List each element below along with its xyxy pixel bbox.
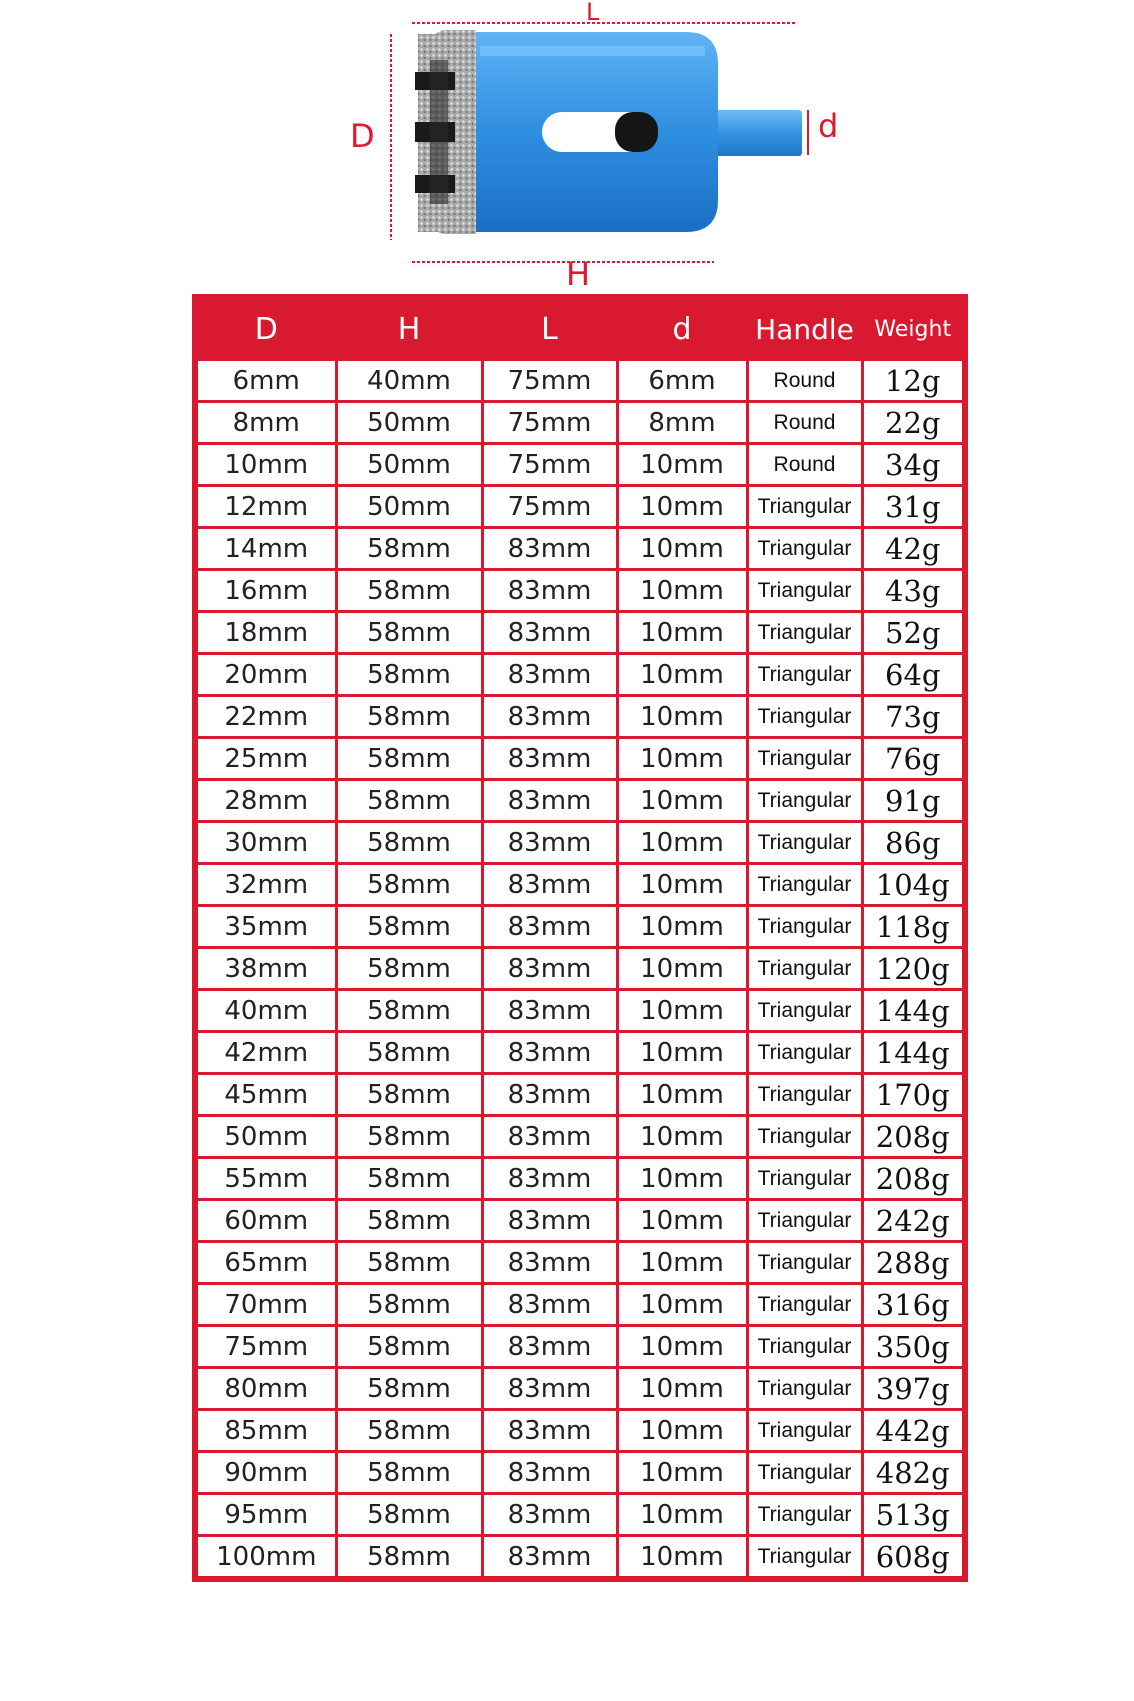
cell-weight: 513g	[862, 1494, 965, 1536]
cell-weight: 316g	[862, 1284, 965, 1326]
cell-d: 10mm	[617, 444, 747, 486]
cell-D: 14mm	[195, 528, 336, 570]
cell-handle: Round	[747, 402, 862, 444]
cell-L: 83mm	[482, 822, 617, 864]
cell-H: 58mm	[336, 1284, 482, 1326]
label-H: H	[566, 255, 591, 293]
cell-L: 83mm	[482, 612, 617, 654]
spec-table	[192, 294, 968, 1582]
body-highlight	[480, 46, 705, 56]
header-handle: Handle	[747, 297, 862, 360]
cell-handle: Triangular	[747, 1032, 862, 1074]
cell-weight: 73g	[862, 696, 965, 738]
table-header-row	[195, 297, 965, 360]
cell-D: 6mm	[195, 360, 336, 402]
cell-d: 10mm	[617, 780, 747, 822]
shank	[710, 110, 802, 156]
cell-L: 75mm	[482, 360, 617, 402]
cell-d: 10mm	[617, 1284, 747, 1326]
cell-weight: 34g	[862, 444, 965, 486]
cell-D: 45mm	[195, 1074, 336, 1116]
cell-D: 65mm	[195, 1242, 336, 1284]
cell-d: 10mm	[617, 1200, 747, 1242]
table-row	[195, 1074, 965, 1116]
cell-D: 80mm	[195, 1368, 336, 1410]
cell-H: 58mm	[336, 1032, 482, 1074]
cell-L: 83mm	[482, 1494, 617, 1536]
cell-L: 83mm	[482, 738, 617, 780]
cell-weight: 350g	[862, 1326, 965, 1368]
cell-D: 60mm	[195, 1200, 336, 1242]
cell-weight: 208g	[862, 1116, 965, 1158]
cell-handle: Triangular	[747, 1410, 862, 1452]
cell-L: 83mm	[482, 1410, 617, 1452]
cell-weight: 12g	[862, 360, 965, 402]
table-row	[195, 570, 965, 612]
cell-H: 58mm	[336, 990, 482, 1032]
cell-H: 58mm	[336, 1074, 482, 1116]
cell-handle: Triangular	[747, 1242, 862, 1284]
cell-D: 90mm	[195, 1452, 336, 1494]
cell-D: 12mm	[195, 486, 336, 528]
cell-weight: 442g	[862, 1410, 965, 1452]
cell-weight: 104g	[862, 864, 965, 906]
cell-handle: Triangular	[747, 1368, 862, 1410]
table-row	[195, 822, 965, 864]
cell-d: 10mm	[617, 654, 747, 696]
cell-handle: Triangular	[747, 906, 862, 948]
cell-handle: Triangular	[747, 1116, 862, 1158]
cell-H: 58mm	[336, 1494, 482, 1536]
table-row	[195, 780, 965, 822]
cell-H: 58mm	[336, 864, 482, 906]
cell-H: 58mm	[336, 1536, 482, 1580]
cell-L: 83mm	[482, 654, 617, 696]
cell-D: 20mm	[195, 654, 336, 696]
cell-L: 83mm	[482, 1452, 617, 1494]
header-L: L	[482, 297, 617, 360]
cell-d: 10mm	[617, 1494, 747, 1536]
cell-handle: Triangular	[747, 1452, 862, 1494]
cell-L: 83mm	[482, 990, 617, 1032]
cell-handle: Triangular	[747, 1074, 862, 1116]
cell-handle: Triangular	[747, 654, 862, 696]
cell-weight: 482g	[862, 1452, 965, 1494]
cell-weight: 208g	[862, 1158, 965, 1200]
cell-handle: Triangular	[747, 570, 862, 612]
cell-weight: 76g	[862, 738, 965, 780]
cell-H: 58mm	[336, 528, 482, 570]
cell-D: 35mm	[195, 906, 336, 948]
cell-H: 58mm	[336, 1410, 482, 1452]
cell-weight: 52g	[862, 612, 965, 654]
cell-weight: 288g	[862, 1242, 965, 1284]
cell-H: 58mm	[336, 948, 482, 990]
cell-D: 50mm	[195, 1116, 336, 1158]
table-row	[195, 948, 965, 990]
cell-H: 58mm	[336, 1200, 482, 1242]
cell-H: 58mm	[336, 738, 482, 780]
cell-d: 10mm	[617, 1452, 747, 1494]
cell-D: 100mm	[195, 1536, 336, 1580]
cell-handle: Triangular	[747, 1536, 862, 1580]
cell-H: 50mm	[336, 444, 482, 486]
cell-L: 75mm	[482, 444, 617, 486]
cell-handle: Triangular	[747, 486, 862, 528]
cell-weight: 120g	[862, 948, 965, 990]
cell-weight: 91g	[862, 780, 965, 822]
cell-handle: Round	[747, 444, 862, 486]
cell-D: 18mm	[195, 612, 336, 654]
cell-handle: Triangular	[747, 990, 862, 1032]
cell-L: 83mm	[482, 1536, 617, 1580]
header-weight: Weight	[862, 297, 965, 360]
table-row	[195, 696, 965, 738]
table-row	[195, 1326, 965, 1368]
cell-H: 58mm	[336, 906, 482, 948]
table-row	[195, 444, 965, 486]
cell-weight: 86g	[862, 822, 965, 864]
cell-D: 42mm	[195, 1032, 336, 1074]
cell-weight: 22g	[862, 402, 965, 444]
cell-H: 58mm	[336, 1452, 482, 1494]
label-L: L	[586, 0, 600, 26]
cell-d: 10mm	[617, 1368, 747, 1410]
cell-D: 55mm	[195, 1158, 336, 1200]
header-D: D	[195, 297, 336, 360]
cell-d: 10mm	[617, 822, 747, 864]
cell-d: 10mm	[617, 864, 747, 906]
cell-d: 10mm	[617, 486, 747, 528]
cell-H: 50mm	[336, 486, 482, 528]
cell-L: 83mm	[482, 1158, 617, 1200]
product-diagram	[0, 0, 1134, 293]
cell-handle: Triangular	[747, 864, 862, 906]
cell-D: 10mm	[195, 444, 336, 486]
cell-handle: Round	[747, 360, 862, 402]
cell-H: 58mm	[336, 612, 482, 654]
cell-H: 58mm	[336, 1116, 482, 1158]
cell-handle: Triangular	[747, 612, 862, 654]
cell-L: 83mm	[482, 528, 617, 570]
cell-D: 28mm	[195, 780, 336, 822]
table-row	[195, 360, 965, 402]
cell-handle: Triangular	[747, 780, 862, 822]
cell-handle: Triangular	[747, 1326, 862, 1368]
cell-d: 10mm	[617, 696, 747, 738]
cell-H: 40mm	[336, 360, 482, 402]
cell-weight: 43g	[862, 570, 965, 612]
table-row	[195, 1116, 965, 1158]
cell-D: 8mm	[195, 402, 336, 444]
cell-L: 83mm	[482, 780, 617, 822]
cell-handle: Triangular	[747, 948, 862, 990]
cell-L: 83mm	[482, 696, 617, 738]
table-row	[195, 1452, 965, 1494]
cell-handle: Triangular	[747, 738, 862, 780]
cell-H: 58mm	[336, 570, 482, 612]
table-row	[195, 1242, 965, 1284]
cell-D: 30mm	[195, 822, 336, 864]
body-slot-shadow	[615, 112, 658, 152]
cell-d: 10mm	[617, 948, 747, 990]
cell-d: 10mm	[617, 1326, 747, 1368]
cell-H: 58mm	[336, 1242, 482, 1284]
cell-L: 83mm	[482, 1032, 617, 1074]
table-row	[195, 1410, 965, 1452]
cell-H: 58mm	[336, 696, 482, 738]
cell-d: 10mm	[617, 1032, 747, 1074]
cell-weight: 608g	[862, 1536, 965, 1580]
cell-L: 83mm	[482, 1200, 617, 1242]
table-row	[195, 1284, 965, 1326]
table-row	[195, 528, 965, 570]
table-row	[195, 864, 965, 906]
cell-d: 10mm	[617, 738, 747, 780]
cell-d: 10mm	[617, 1242, 747, 1284]
cell-D: 95mm	[195, 1494, 336, 1536]
cell-weight: 397g	[862, 1368, 965, 1410]
cell-H: 58mm	[336, 654, 482, 696]
table-row	[195, 1158, 965, 1200]
cell-D: 32mm	[195, 864, 336, 906]
cell-L: 83mm	[482, 570, 617, 612]
label-D: D	[350, 117, 375, 155]
cell-d: 10mm	[617, 906, 747, 948]
table-row	[195, 738, 965, 780]
cell-d: 10mm	[617, 1536, 747, 1580]
cell-L: 83mm	[482, 1368, 617, 1410]
cell-weight: 64g	[862, 654, 965, 696]
cell-handle: Triangular	[747, 528, 862, 570]
cell-L: 83mm	[482, 864, 617, 906]
cell-d: 10mm	[617, 1158, 747, 1200]
table-row	[195, 402, 965, 444]
cell-handle: Triangular	[747, 1494, 862, 1536]
cell-L: 83mm	[482, 906, 617, 948]
cell-L: 75mm	[482, 486, 617, 528]
cell-L: 83mm	[482, 1326, 617, 1368]
cell-d: 10mm	[617, 612, 747, 654]
core-bit-illustration	[0, 0, 1134, 293]
header-d: d	[617, 297, 747, 360]
cell-handle: Triangular	[747, 696, 862, 738]
cell-weight: 170g	[862, 1074, 965, 1116]
cell-D: 25mm	[195, 738, 336, 780]
table-row	[195, 1536, 965, 1580]
cell-d: 10mm	[617, 1410, 747, 1452]
table-row	[195, 486, 965, 528]
cell-H: 58mm	[336, 822, 482, 864]
table-row	[195, 1032, 965, 1074]
cell-d: 10mm	[617, 1116, 747, 1158]
cell-H: 58mm	[336, 1158, 482, 1200]
cell-weight: 118g	[862, 906, 965, 948]
cell-L: 75mm	[482, 402, 617, 444]
cell-D: 22mm	[195, 696, 336, 738]
cell-weight: 144g	[862, 990, 965, 1032]
cell-L: 83mm	[482, 1116, 617, 1158]
table-row	[195, 1200, 965, 1242]
spec-table-body	[195, 360, 965, 1580]
cell-d: 10mm	[617, 990, 747, 1032]
table-row	[195, 990, 965, 1032]
cell-L: 83mm	[482, 948, 617, 990]
label-d: d	[818, 107, 839, 145]
table-row	[195, 1494, 965, 1536]
cell-L: 83mm	[482, 1074, 617, 1116]
cell-d: 6mm	[617, 360, 747, 402]
cell-weight: 31g	[862, 486, 965, 528]
cell-weight: 42g	[862, 528, 965, 570]
cell-handle: Triangular	[747, 822, 862, 864]
cell-d: 10mm	[617, 1074, 747, 1116]
cell-H: 50mm	[336, 402, 482, 444]
cell-L: 83mm	[482, 1284, 617, 1326]
table-row	[195, 1368, 965, 1410]
table-row	[195, 906, 965, 948]
cell-d: 10mm	[617, 570, 747, 612]
cell-D: 16mm	[195, 570, 336, 612]
cell-H: 58mm	[336, 1368, 482, 1410]
cell-handle: Triangular	[747, 1200, 862, 1242]
cell-D: 38mm	[195, 948, 336, 990]
cell-D: 70mm	[195, 1284, 336, 1326]
cell-weight: 144g	[862, 1032, 965, 1074]
cell-D: 75mm	[195, 1326, 336, 1368]
cell-d: 8mm	[617, 402, 747, 444]
header-H: H	[336, 297, 482, 360]
cell-weight: 242g	[862, 1200, 965, 1242]
cell-handle: Triangular	[747, 1284, 862, 1326]
cell-handle: Triangular	[747, 1158, 862, 1200]
cell-H: 58mm	[336, 780, 482, 822]
cell-D: 85mm	[195, 1410, 336, 1452]
segment-inner	[430, 60, 448, 204]
table-row	[195, 612, 965, 654]
cell-D: 40mm	[195, 990, 336, 1032]
cell-L: 83mm	[482, 1242, 617, 1284]
cell-d: 10mm	[617, 528, 747, 570]
table-row	[195, 654, 965, 696]
cell-H: 58mm	[336, 1326, 482, 1368]
